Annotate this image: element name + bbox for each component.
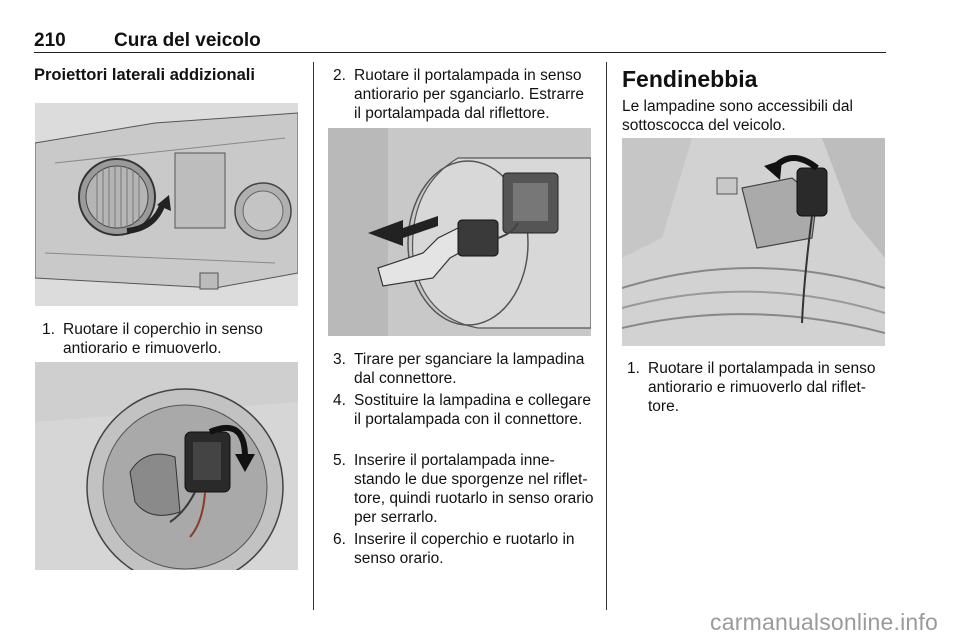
step-number: 1. <box>42 321 55 338</box>
section-title-side-lights: Proiettori laterali addizionali <box>34 66 255 84</box>
page-header <box>34 30 886 53</box>
step-text: Inserire il coperchio e ruotarlo in senso orario. <box>354 531 575 567</box>
page-number: 210 <box>34 30 66 51</box>
column-divider-left <box>313 62 314 610</box>
step-text: Tirare per sganciare la lampadina dal connettore. <box>354 351 585 387</box>
step-number: 5. <box>333 452 346 469</box>
figure-bulb-removal <box>328 128 591 336</box>
figure-fog-lamp-holder <box>622 138 885 346</box>
fog-lights-intro: Le lampadine sono accessibili dal sottoscocca del veicolo. <box>622 98 853 134</box>
column-divider-right <box>606 62 607 610</box>
step-text: Inserire il portalampada innestando le due sporgenze nel riflettore, quindi ruotarlo in senso orario per serrarlo. <box>354 452 594 526</box>
chapter-title: Cura del veicolo <box>114 30 261 51</box>
step-number: 4. <box>333 392 346 409</box>
step-number: 6. <box>333 531 346 548</box>
figure-headlamp-cover <box>35 103 298 306</box>
step-text: Ruotare il portalampada in senso antiorario e rimuoverlo dal riflettore. <box>648 360 876 415</box>
step-number: 3. <box>333 351 346 368</box>
step-text: Ruotare il portalampada in senso antiorario per sganciarlo. Estrarre il portalampada dal riflettore. <box>354 67 585 122</box>
step-text: Sostituire la lampadina e collegare il portalampada con il connettore. <box>354 392 591 428</box>
section-title-fog-lights: Fendinebbia <box>622 66 758 92</box>
step-text: Ruotare il coperchio in senso antiorario e rimuoverlo. <box>63 321 263 357</box>
watermark-text: carmanualsonline.info <box>710 609 938 635</box>
step-number: 2. <box>333 67 346 84</box>
figure-lamp-holder-rotate <box>35 362 298 570</box>
step-number: 1. <box>627 360 640 377</box>
